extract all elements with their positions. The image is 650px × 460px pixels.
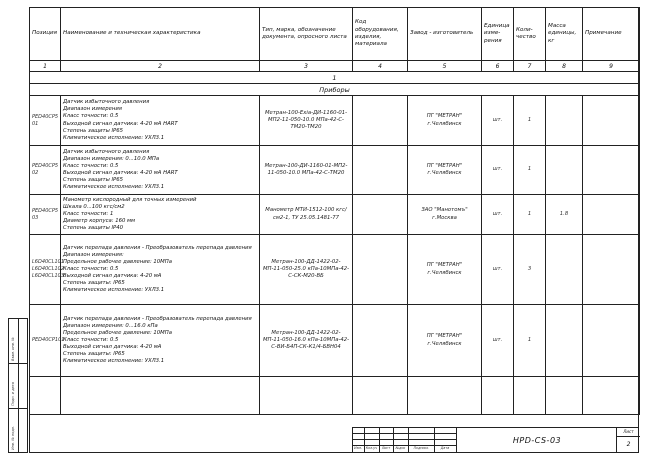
- row-unit: шт.: [482, 235, 514, 305]
- table-row: [30, 305, 640, 377]
- revision-grid: [352, 427, 456, 453]
- specification-table: [29, 7, 640, 415]
- row-position: PED40CP101: [30, 305, 61, 377]
- row-unit: шт.: [482, 195, 514, 235]
- section-number: 1: [30, 72, 640, 84]
- row-position: PED40CP5 03: [30, 195, 61, 235]
- row-note: [583, 195, 640, 235]
- description-line: Степень защиты IP65: [63, 127, 123, 134]
- row-code: [353, 195, 408, 235]
- row-qty: 3: [514, 235, 546, 305]
- description-line: Диапазон измерения: 0...10.0 МПа: [63, 155, 160, 162]
- column-number: 4: [353, 61, 408, 72]
- description-line: Диапазон измерения:: [63, 251, 124, 258]
- row-maker: ПГ "МЕТРАН" г.Челябинск: [408, 146, 482, 195]
- caption-sheet: Лист: [381, 446, 391, 450]
- row-code: [353, 96, 408, 146]
- column-number: 7: [514, 61, 546, 72]
- row-unit: шт.: [482, 96, 514, 146]
- column-number: 6: [482, 61, 514, 72]
- strip-label-inventory: Инв. № подл.: [11, 425, 15, 450]
- row-note: [583, 96, 640, 146]
- strip-label-replaced: Взам. инв. №: [11, 337, 15, 361]
- description-line: Диапазон измерения: 0...16.0 кПа: [63, 322, 158, 329]
- header-position: Позиция: [30, 8, 61, 61]
- description-line: Шкала 0...100 кгс/см2: [63, 203, 125, 210]
- row-description: [61, 195, 260, 235]
- column-number: 3: [260, 61, 353, 72]
- description-line: Класс точности: 0.5: [63, 162, 119, 169]
- header-qty: Коли-чество: [514, 8, 546, 61]
- column-number: 1: [30, 61, 61, 72]
- row-code: [353, 305, 408, 377]
- description-line: Климатическое исполнение: УХЛ3.1: [63, 358, 165, 365]
- row-description: [61, 96, 260, 146]
- description-line: Климатическое исполнение: УХЛ3.1: [63, 134, 165, 141]
- description-line: Степень защиты: IP65: [63, 280, 125, 287]
- sheet-box: [616, 427, 640, 453]
- description-line: Датчик избыточного давления: [63, 148, 150, 155]
- strip-cell: [9, 409, 27, 453]
- header-mass: Масса единицы, кг: [546, 8, 583, 61]
- description-line: Класс точности: 1: [63, 210, 114, 217]
- row-type: Метран-100-Exia-ДИ-1160-01-МП2-11-050-10.0 МПа-42-С-ТМ20-ТМ20: [260, 96, 353, 146]
- side-approval-strip: [8, 318, 28, 453]
- row-note: [583, 305, 640, 377]
- section-title: Приборы: [30, 84, 640, 96]
- document-code: HPD-CS-03: [456, 427, 617, 453]
- row-qty: 1: [514, 146, 546, 195]
- row-mass: 1.8: [546, 195, 583, 235]
- row-position: PED40CP5 01: [30, 96, 61, 146]
- header-row: [30, 8, 640, 61]
- description-line: Манометр кислородный для точных измерений: [63, 196, 197, 203]
- table-row: [30, 235, 640, 305]
- description-line: Выходной сигнал датчика: 4-20 мА HART: [63, 120, 178, 127]
- description-line: Класс точности: 0.5: [63, 336, 119, 343]
- row-description: [61, 305, 260, 377]
- header-code: Код оборудования, изделия, материала: [353, 8, 408, 61]
- column-number: 5: [408, 61, 482, 72]
- description-line: Датчик перепада давления - Преобразователь перепада давления: [63, 244, 252, 251]
- description-line: Предельное рабочее давление: 10МПа: [63, 329, 172, 336]
- row-mass: [546, 235, 583, 305]
- row-unit: шт.: [482, 305, 514, 377]
- row-unit: шт.: [482, 146, 514, 195]
- column-number-row: [30, 61, 640, 72]
- row-code: [353, 235, 408, 305]
- description-line: Класс точности: 0.5: [63, 113, 119, 120]
- row-qty: 1: [514, 305, 546, 377]
- header-note: Примечание: [583, 8, 640, 61]
- row-note: [583, 146, 640, 195]
- description-line: Выходной сигнал датчика: 4-20 мА: [63, 273, 162, 280]
- caption-signature: Подпись: [413, 446, 429, 450]
- column-number: 2: [61, 61, 260, 72]
- description-line: Степень защиты: IP65: [63, 351, 125, 358]
- row-mass: [546, 146, 583, 195]
- title-block: [352, 427, 639, 453]
- strip-cell: [9, 364, 27, 409]
- row-mass: [546, 96, 583, 146]
- row-position: PED40CP5 02: [30, 146, 61, 195]
- row-maker: ЗАО "Манотомъ" г.Москва: [408, 195, 482, 235]
- section-title-row: [30, 84, 640, 96]
- header-maker: Завод - изготовитель: [408, 8, 482, 61]
- description-line: Выходной сигнал датчика: 4-20 мА HART: [63, 170, 178, 176]
- section-number-row: [30, 72, 640, 84]
- column-number: 9: [583, 61, 640, 72]
- table-row: [30, 195, 640, 235]
- row-description: [61, 146, 260, 195]
- description-line: Датчик избыточного давления: [63, 99, 150, 106]
- caption-count: Кол.уч: [365, 446, 378, 450]
- row-maker: ПГ "МЕТРАН" г.Челябинск: [408, 305, 482, 377]
- sheet-number: 2: [626, 441, 631, 448]
- row-type: Метран-100-ДД-1422-02-МП-11-050-25.0 кПа-10МПа-42-С-СК-М20-ВБ: [260, 235, 353, 305]
- description-line: Диапазон измерения: [63, 106, 122, 113]
- header-description: Наименование и техническая характеристика: [61, 8, 260, 61]
- row-type: Манометр МТИ-1512-100 кгс/см2-1, ТУ 25.05.1481-77: [260, 195, 353, 235]
- row-type: Метран-100-ДИ-1160-01-МП2-11-050-10.0 МПа-42-С-ТМ20: [260, 146, 353, 195]
- column-number: 8: [546, 61, 583, 72]
- row-mass: [546, 305, 583, 377]
- description-line: Климатическое исполнение: УХЛ3.1: [63, 184, 165, 191]
- strip-label-signature: Подп. и дата: [11, 382, 15, 406]
- row-note: [583, 235, 640, 305]
- table-row: [30, 146, 640, 195]
- table-row: [30, 96, 640, 146]
- row-maker: ПГ "МЕТРАН" г.Челябинск: [408, 96, 482, 146]
- description-line: Степень защиты IP40: [63, 225, 123, 232]
- description-line: Предельное рабочее давление: 10МПа: [63, 258, 172, 265]
- header-unit: Единица изме-рения: [482, 8, 514, 61]
- row-qty: 1: [514, 96, 546, 146]
- description-line: Класс точности: 0.5: [63, 265, 119, 272]
- description-line: Выходной сигнал датчика: 4-20 мА: [63, 344, 162, 351]
- strip-cell: [9, 319, 27, 364]
- row-description: [61, 235, 260, 305]
- caption-date: Дата: [440, 446, 450, 450]
- description-line: Климатическое исполнение: УХЛ3.1: [63, 287, 165, 294]
- description-line: Датчик перепада давления - Преобразователь перепада давления: [63, 315, 252, 322]
- row-type: Метран-100-ДД-1422-02-МП-11-050-16.0 кПа-10МПа-42-С-ВИ-Б4П-СК-К1/4-БВН04: [260, 305, 353, 377]
- sheet-label: Лист: [617, 427, 640, 437]
- row-qty: 1: [514, 195, 546, 235]
- empty-row: [30, 377, 640, 415]
- row-position: L6D40CL101 L6D40CL102 L6D40CL103: [30, 235, 61, 305]
- row-maker: ПГ "МЕТРАН" г.Челябинск: [408, 235, 482, 305]
- row-code: [353, 146, 408, 195]
- header-type: Тип, марка, обозначение документа, опросного листа: [260, 8, 353, 61]
- caption-doc: №док: [395, 446, 406, 450]
- caption-change: Изм.: [354, 446, 362, 450]
- description-line: Диаметр корпуса: 160 мм: [63, 218, 136, 225]
- description-line: Степень защиты IP65: [63, 177, 123, 184]
